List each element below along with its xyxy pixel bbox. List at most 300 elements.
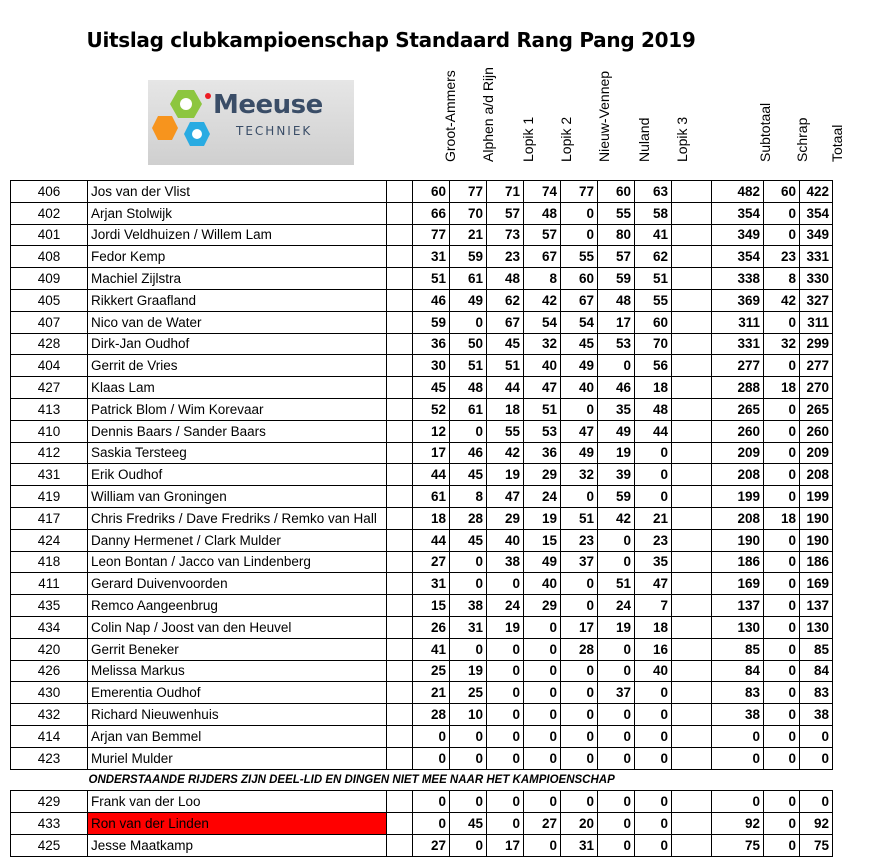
score-cell: 28	[561, 638, 598, 660]
table-row	[11, 638, 833, 660]
spacer-cell	[672, 616, 712, 638]
start-number: 434	[11, 616, 88, 638]
spacer-cell	[672, 813, 712, 835]
start-number: 420	[11, 638, 88, 660]
score-cell: 29	[487, 507, 524, 529]
total-cell: 330	[800, 268, 833, 290]
score-cell: 73	[487, 224, 524, 246]
spacer-cell	[672, 246, 712, 268]
schrap-cell: 0	[764, 573, 800, 595]
col-header-subtotaal: Subtotaal	[757, 102, 773, 162]
score-cell: 0	[598, 725, 635, 747]
score-cell: 77	[450, 181, 487, 203]
score-cell: 77	[561, 181, 598, 203]
score-cell: 53	[524, 420, 561, 442]
table-row	[11, 333, 833, 355]
score-cell: 47	[487, 486, 524, 508]
score-cell: 47	[524, 377, 561, 399]
spacer-cell	[672, 224, 712, 246]
start-number: 407	[11, 311, 88, 333]
score-cell: 67	[524, 246, 561, 268]
schrap-cell: 0	[764, 747, 800, 769]
score-cell: 0	[487, 791, 524, 813]
col-header-totaal: Totaal	[829, 124, 845, 162]
rider-name: Patrick Blom / Wim Korevaar	[88, 398, 387, 420]
table-row	[11, 725, 833, 747]
score-cell: 53	[598, 333, 635, 355]
score-cell: 60	[561, 268, 598, 290]
score-cell: 0	[524, 725, 561, 747]
col-header-nuland: Nuland	[636, 117, 652, 162]
score-cell: 62	[487, 289, 524, 311]
spacer-cell	[672, 333, 712, 355]
spacer-cell	[387, 268, 413, 290]
score-cell: 19	[524, 507, 561, 529]
spacer-cell	[387, 529, 413, 551]
score-cell: 39	[598, 464, 635, 486]
score-cell: 31	[450, 616, 487, 638]
total-cell: 270	[800, 377, 833, 399]
score-cell: 77	[413, 224, 450, 246]
subtotal-cell: 482	[712, 181, 764, 203]
rider-name: Fedor Kemp	[88, 246, 387, 268]
score-cell: 0	[450, 420, 487, 442]
score-cell: 41	[413, 638, 450, 660]
table-row	[11, 224, 833, 246]
score-cell: 19	[487, 616, 524, 638]
score-cell: 31	[561, 834, 598, 856]
score-cell: 60	[413, 181, 450, 203]
spacer-cell	[672, 551, 712, 573]
spacer-cell	[672, 398, 712, 420]
total-cell: 265	[800, 398, 833, 420]
note-text: ONDERSTAANDE RIJDERS ZIJN DEEL-LID EN DINGEN NIET MEE NAAR HET KAMPIOENSCHAP	[11, 769, 800, 791]
col-header-lopik-1: Lopik 1	[520, 116, 536, 162]
score-cell: 63	[635, 181, 672, 203]
spacer-cell	[387, 224, 413, 246]
score-cell: 36	[413, 333, 450, 355]
spacer-cell	[672, 682, 712, 704]
spacer-cell	[672, 486, 712, 508]
rider-name: Machiel Zijlstra	[88, 268, 387, 290]
total-cell: 75	[800, 834, 833, 856]
score-cell: 59	[413, 311, 450, 333]
score-cell: 46	[413, 289, 450, 311]
start-number: 435	[11, 595, 88, 617]
total-cell: 299	[800, 333, 833, 355]
score-cell: 0	[450, 834, 487, 856]
rider-name: Gerard Duivenvoorden	[88, 573, 387, 595]
total-cell: 190	[800, 529, 833, 551]
start-number: 418	[11, 551, 88, 573]
spacer-cell	[387, 660, 413, 682]
spacer-cell	[387, 725, 413, 747]
score-cell: 44	[487, 377, 524, 399]
spacer-cell	[672, 573, 712, 595]
score-cell: 0	[598, 813, 635, 835]
rider-name: Arjan van Bemmel	[88, 725, 387, 747]
score-cell: 18	[413, 507, 450, 529]
score-cell: 0	[561, 573, 598, 595]
score-cell: 21	[635, 507, 672, 529]
spacer-cell	[672, 311, 712, 333]
score-cell: 23	[561, 529, 598, 551]
total-cell: 422	[800, 181, 833, 203]
schrap-cell: 0	[764, 420, 800, 442]
spacer-cell	[387, 442, 413, 464]
rider-name: Frank van der Loo	[88, 791, 387, 813]
total-cell: 311	[800, 311, 833, 333]
score-cell: 0	[635, 813, 672, 835]
spacer-cell	[387, 682, 413, 704]
table-row	[11, 464, 833, 486]
score-cell: 28	[450, 507, 487, 529]
subtotal-cell: 0	[712, 725, 764, 747]
total-cell: 83	[800, 682, 833, 704]
rider-name: Nico van de Water	[88, 311, 387, 333]
score-cell: 70	[450, 202, 487, 224]
spacer-cell	[387, 747, 413, 769]
spacer-cell	[387, 638, 413, 660]
subtotal-cell: 208	[712, 464, 764, 486]
start-number: 431	[11, 464, 88, 486]
score-cell: 21	[450, 224, 487, 246]
col-header-schrap: Schrap	[794, 117, 810, 162]
schrap-cell: 0	[764, 442, 800, 464]
schrap-cell: 60	[764, 181, 800, 203]
table-row	[11, 420, 833, 442]
table-row	[11, 377, 833, 399]
col-header-alphen: Alphen a/d Rijn	[480, 67, 496, 162]
score-cell: 70	[635, 333, 672, 355]
schrap-cell: 0	[764, 725, 800, 747]
start-number: 410	[11, 420, 88, 442]
start-number: 409	[11, 268, 88, 290]
score-cell: 44	[413, 464, 450, 486]
score-cell: 10	[450, 704, 487, 726]
rider-name: Colin Nap / Joost van den Heuvel	[88, 616, 387, 638]
score-cell: 55	[598, 202, 635, 224]
score-cell: 57	[487, 202, 524, 224]
score-cell: 0	[561, 682, 598, 704]
schrap-cell: 0	[764, 704, 800, 726]
subtotal-cell: 199	[712, 486, 764, 508]
spacer-cell	[387, 246, 413, 268]
score-cell: 0	[561, 202, 598, 224]
score-cell: 19	[598, 442, 635, 464]
score-cell: 26	[413, 616, 450, 638]
score-cell: 48	[487, 268, 524, 290]
score-cell: 67	[487, 311, 524, 333]
spacer-cell	[387, 355, 413, 377]
score-cell: 61	[413, 486, 450, 508]
score-cell: 49	[561, 355, 598, 377]
score-cell: 52	[413, 398, 450, 420]
score-cell: 50	[450, 333, 487, 355]
score-cell: 0	[635, 486, 672, 508]
score-cell: 0	[450, 791, 487, 813]
score-cell: 23	[635, 529, 672, 551]
score-cell: 38	[450, 595, 487, 617]
score-cell: 0	[598, 551, 635, 573]
subtotal-cell: 209	[712, 442, 764, 464]
rider-name: Erik Oudhof	[88, 464, 387, 486]
score-cell: 17	[561, 616, 598, 638]
score-cell: 48	[635, 398, 672, 420]
total-cell: 85	[800, 638, 833, 660]
subtotal-cell: 277	[712, 355, 764, 377]
score-cell: 51	[598, 573, 635, 595]
score-cell: 0	[561, 486, 598, 508]
spacer-cell	[387, 551, 413, 573]
col-header-nieuw-vennep: Nieuw-Vennep	[596, 70, 612, 162]
table-row	[11, 311, 833, 333]
score-cell: 24	[487, 595, 524, 617]
spacer-cell	[387, 834, 413, 856]
score-cell: 8	[524, 268, 561, 290]
score-cell: 0	[598, 529, 635, 551]
total-cell: 209	[800, 442, 833, 464]
score-cell: 49	[524, 551, 561, 573]
score-cell: 0	[561, 704, 598, 726]
spacer-cell	[672, 638, 712, 660]
schrap-cell: 0	[764, 529, 800, 551]
score-cell: 0	[635, 791, 672, 813]
schrap-cell: 0	[764, 486, 800, 508]
score-cell: 59	[598, 268, 635, 290]
table-row	[11, 507, 833, 529]
total-cell: 331	[800, 246, 833, 268]
score-cell: 0	[598, 660, 635, 682]
rider-name: Muriel Mulder	[88, 747, 387, 769]
score-cell: 61	[450, 398, 487, 420]
score-cell: 67	[561, 289, 598, 311]
score-cell: 30	[413, 355, 450, 377]
score-cell: 32	[561, 464, 598, 486]
score-cell: 15	[524, 529, 561, 551]
schrap-cell: 0	[764, 791, 800, 813]
schrap-cell: 0	[764, 355, 800, 377]
schrap-cell: 42	[764, 289, 800, 311]
spacer-cell	[672, 725, 712, 747]
score-cell: 59	[450, 246, 487, 268]
rider-name: Rikkert Graafland	[88, 289, 387, 311]
score-cell: 0	[635, 725, 672, 747]
note-row	[11, 769, 833, 791]
start-number: 417	[11, 507, 88, 529]
spacer-cell	[672, 442, 712, 464]
subtotal-cell: 369	[712, 289, 764, 311]
rider-name: Gerrit de Vries	[88, 355, 387, 377]
score-cell: 62	[635, 246, 672, 268]
score-cell: 48	[524, 202, 561, 224]
rider-name: Leon Bontan / Jacco van Lindenberg	[88, 551, 387, 573]
score-cell: 0	[413, 725, 450, 747]
spacer-cell	[387, 813, 413, 835]
spacer-cell	[387, 311, 413, 333]
score-cell: 57	[524, 224, 561, 246]
total-cell: 130	[800, 616, 833, 638]
rider-name: Dirk-Jan Oudhof	[88, 333, 387, 355]
total-cell: 199	[800, 486, 833, 508]
total-cell: 0	[800, 791, 833, 813]
rider-name: Ron van der Linden	[88, 813, 387, 835]
score-cell: 25	[413, 660, 450, 682]
subtotal-cell: 0	[712, 747, 764, 769]
score-cell: 31	[413, 246, 450, 268]
subtotal-cell: 354	[712, 202, 764, 224]
score-cell: 51	[635, 268, 672, 290]
score-cell: 45	[450, 464, 487, 486]
col-header-lopik-3: Lopik 3	[674, 116, 690, 162]
table-row	[11, 181, 833, 203]
gear-icon	[150, 82, 220, 162]
score-cell: 0	[635, 747, 672, 769]
score-cell: 0	[561, 791, 598, 813]
score-cell: 0	[487, 725, 524, 747]
spacer-cell	[387, 420, 413, 442]
score-cell: 0	[561, 595, 598, 617]
subtotal-cell: 38	[712, 704, 764, 726]
rider-name: Dennis Baars / Sander Baars	[88, 420, 387, 442]
schrap-cell: 0	[764, 398, 800, 420]
score-cell: 0	[598, 834, 635, 856]
spacer-cell	[387, 791, 413, 813]
spacer-cell	[672, 181, 712, 203]
spacer-cell	[672, 507, 712, 529]
spacer-cell	[387, 464, 413, 486]
score-cell: 40	[524, 355, 561, 377]
spacer-cell	[387, 289, 413, 311]
start-number: 412	[11, 442, 88, 464]
score-cell: 42	[487, 442, 524, 464]
score-cell: 0	[598, 791, 635, 813]
col-header-groot-ammers: Groot-Ammers	[442, 70, 458, 162]
subtotal-cell: 331	[712, 333, 764, 355]
subtotal-cell: 190	[712, 529, 764, 551]
score-cell: 0	[487, 573, 524, 595]
score-cell: 55	[635, 289, 672, 311]
spacer-cell	[387, 486, 413, 508]
score-cell: 58	[635, 202, 672, 224]
start-number: 408	[11, 246, 88, 268]
table-row	[11, 791, 833, 813]
score-cell: 47	[561, 420, 598, 442]
score-cell: 0	[598, 638, 635, 660]
score-cell: 0	[635, 464, 672, 486]
score-cell: 61	[450, 268, 487, 290]
score-cell: 0	[635, 442, 672, 464]
score-cell: 41	[635, 224, 672, 246]
score-cell: 49	[561, 442, 598, 464]
score-cell: 45	[450, 813, 487, 835]
schrap-cell: 0	[764, 682, 800, 704]
table-row	[11, 246, 833, 268]
spacer-cell	[672, 268, 712, 290]
page-title: Uitslag clubkampioenschap Standaard Rang Pang 2019	[86, 28, 696, 52]
rider-name: Richard Nieuwenhuis	[88, 704, 387, 726]
score-cell: 40	[524, 573, 561, 595]
score-cell: 49	[450, 289, 487, 311]
spacer-cell	[672, 202, 712, 224]
score-cell: 21	[413, 682, 450, 704]
score-cell: 0	[487, 704, 524, 726]
subtotal-cell: 354	[712, 246, 764, 268]
spacer-cell	[387, 398, 413, 420]
spacer-cell	[672, 529, 712, 551]
schrap-cell: 0	[764, 224, 800, 246]
table-row	[11, 442, 833, 464]
score-cell: 0	[524, 791, 561, 813]
score-cell: 31	[413, 573, 450, 595]
score-cell: 0	[450, 551, 487, 573]
score-cell: 0	[635, 682, 672, 704]
score-cell: 18	[635, 616, 672, 638]
score-cell: 8	[450, 486, 487, 508]
score-cell: 19	[598, 616, 635, 638]
start-number: 401	[11, 224, 88, 246]
table-row	[11, 202, 833, 224]
spacer-cell	[672, 377, 712, 399]
start-number: 413	[11, 398, 88, 420]
table-row	[11, 616, 833, 638]
total-cell: 92	[800, 813, 833, 835]
score-cell: 45	[487, 333, 524, 355]
rider-name: Remco Aangeenbrug	[88, 595, 387, 617]
rider-name: Arjan Stolwijk	[88, 202, 387, 224]
table-row	[11, 834, 833, 856]
meeuse-logo	[148, 80, 354, 165]
score-cell: 0	[524, 638, 561, 660]
table-row	[11, 355, 833, 377]
rider-name: Danny Hermenet / Clark Mulder	[88, 529, 387, 551]
schrap-cell: 0	[764, 202, 800, 224]
score-cell: 0	[487, 682, 524, 704]
score-cell: 71	[487, 181, 524, 203]
score-cell: 0	[561, 660, 598, 682]
schrap-cell: 0	[764, 616, 800, 638]
score-cell: 44	[635, 420, 672, 442]
score-cell: 0	[524, 704, 561, 726]
rider-name: Emerentia Oudhof	[88, 682, 387, 704]
rider-name: Jesse Maatkamp	[88, 834, 387, 856]
total-cell: 349	[800, 224, 833, 246]
score-cell: 56	[635, 355, 672, 377]
score-cell: 17	[487, 834, 524, 856]
score-cell: 55	[487, 420, 524, 442]
schrap-cell: 8	[764, 268, 800, 290]
score-cell: 0	[487, 660, 524, 682]
score-cell: 46	[450, 442, 487, 464]
score-cell: 0	[450, 725, 487, 747]
table-row	[11, 595, 833, 617]
spacer-cell	[387, 202, 413, 224]
score-cell: 45	[450, 529, 487, 551]
score-cell: 0	[561, 747, 598, 769]
score-cell: 0	[598, 704, 635, 726]
spacer-cell	[672, 289, 712, 311]
start-number: 428	[11, 333, 88, 355]
start-number: 427	[11, 377, 88, 399]
spacer-cell	[672, 355, 712, 377]
score-cell: 0	[450, 311, 487, 333]
total-cell: 0	[800, 725, 833, 747]
score-cell: 24	[598, 595, 635, 617]
schrap-cell: 0	[764, 834, 800, 856]
table-row	[11, 682, 833, 704]
score-cell: 24	[524, 486, 561, 508]
score-cell: 16	[635, 638, 672, 660]
